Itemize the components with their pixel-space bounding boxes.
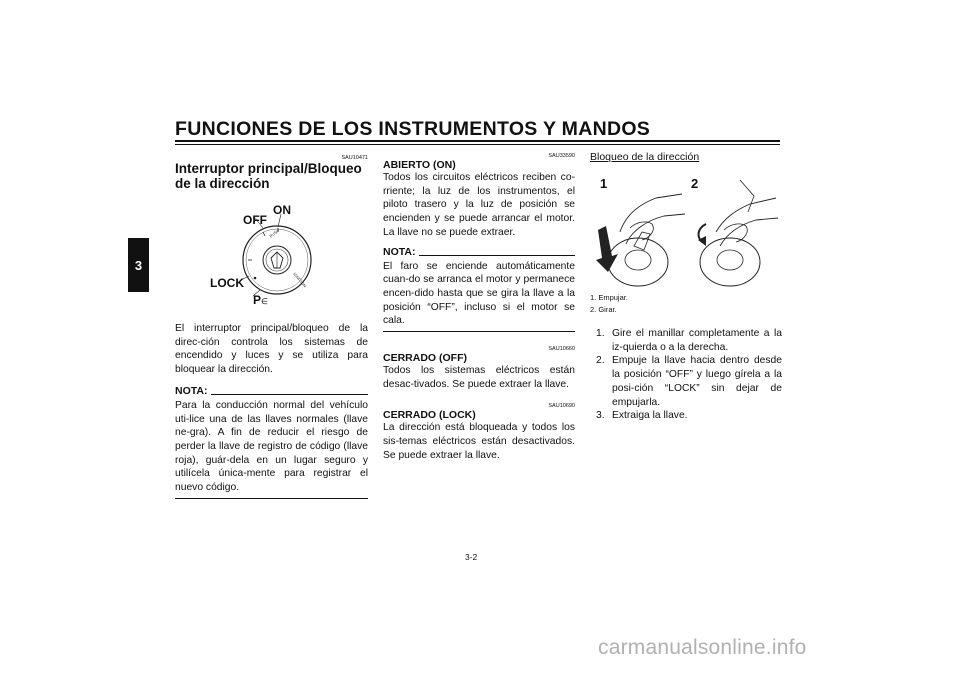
section-code: SAU10660 (548, 346, 575, 353)
header-rule (175, 140, 780, 142)
step-item (596, 354, 782, 409)
column-1 (175, 155, 368, 191)
step-text: Empuje la llave hacia dentro desde la posición “OFF” y luego gírela a la posi-ción “LOCK” sin dejar de empujarla. (612, 355, 782, 408)
nota-end-rule (175, 498, 368, 499)
ignition-switch-figure (205, 198, 345, 308)
steps-list (596, 327, 782, 423)
nota-label: NOTA: (175, 384, 208, 397)
nota-text: El faro se enciende automáticamente cuan-do se arranca el motor y permanece encen-dido hasta que se gira la llave a la posición “OFF”, incluso si el motor se cala. (383, 260, 575, 327)
svg-text:IGNITION: IGNITION (292, 271, 308, 289)
on-heading: ABIERTO (ON) (383, 159, 456, 171)
step-text: Extraiga la llave. (612, 410, 688, 422)
label-on: ON (273, 203, 291, 217)
off-text: Todos los sistemas eléctricos están desac-tivados. Se puede extraer la llave. (383, 365, 575, 390)
nota-end-rule (383, 331, 575, 332)
step-text: Gire el manillar completamente a la iz-quierda o a la derecha. (612, 328, 782, 353)
nota-rule (211, 394, 368, 395)
nota-text: Para la conducción normal del vehículo uti-lice una de las llaves normales (llave ne-gra). A fin de reducir el riesgo de perder la llave de registro de código (llave roja), guár-dela en un lugar seguro y utilícela única-mente para registrar el nuevo código. (175, 399, 368, 494)
lock-text: La dirección está bloqueada y todos los sis-temas eléctricos están desactivados. Se puede extraer la llave. (383, 422, 575, 461)
watermark: carmanualsonline.info (598, 636, 807, 659)
body-text: El interruptor principal/bloqueo de la direc-ción controla los sistemas de encendido y luces y se utiliza para bloquear la dirección. (175, 323, 368, 376)
page-number: 3-2 (465, 552, 478, 562)
section-code: SAU33590 (548, 153, 575, 159)
nota-header (383, 246, 575, 258)
figure-captions (590, 292, 780, 315)
step-number: 2. (596, 355, 605, 367)
steering-lock-illustration (590, 172, 780, 290)
section-heading: Interruptor principal/Bloqueo de la dirección (175, 161, 362, 191)
label-off: OFF (243, 213, 267, 227)
lock-heading: CERRADO (LOCK) (383, 409, 476, 422)
section-code: SAU10690 (548, 403, 575, 410)
nota-label: NOTA: (383, 245, 416, 258)
page-title: FUNCIONES DE LOS INSTRUMENTOS Y MANDOS (175, 118, 651, 140)
chapter-tab: 3 (128, 238, 149, 292)
steering-lock-subheading: Bloqueo de la dirección (590, 151, 700, 163)
on-text: Todos los circuitos eléctricos reciben co-rriente; la luz de los instrumentos, el piloto trasero y la luz de posición se encienden y se puede arrancar el motor. La llave no se puede extraer. (383, 172, 575, 238)
section-code: SAU10471 (341, 155, 368, 161)
steering-lock-figure (590, 172, 780, 290)
label-p: P∈ (253, 293, 268, 307)
step-number: 3. (596, 410, 605, 422)
svg-text:PUSH: PUSH (268, 227, 281, 239)
figure-number-2: 2 (691, 176, 699, 191)
off-heading: CERRADO (OFF) (383, 352, 467, 365)
caption-2: 2. Girar. (590, 304, 617, 314)
header-rule-thin (175, 144, 780, 145)
nota-header (175, 385, 368, 397)
label-lock: LOCK (210, 276, 244, 290)
nota-rule (419, 255, 575, 256)
step-item (596, 327, 782, 354)
step-item (596, 409, 782, 423)
figure-number-1: 1 (600, 176, 608, 191)
column-1-body (175, 322, 368, 499)
column-2 (383, 153, 575, 463)
caption-1: 1. Empujar. (590, 293, 628, 302)
step-number: 1. (596, 328, 605, 339)
